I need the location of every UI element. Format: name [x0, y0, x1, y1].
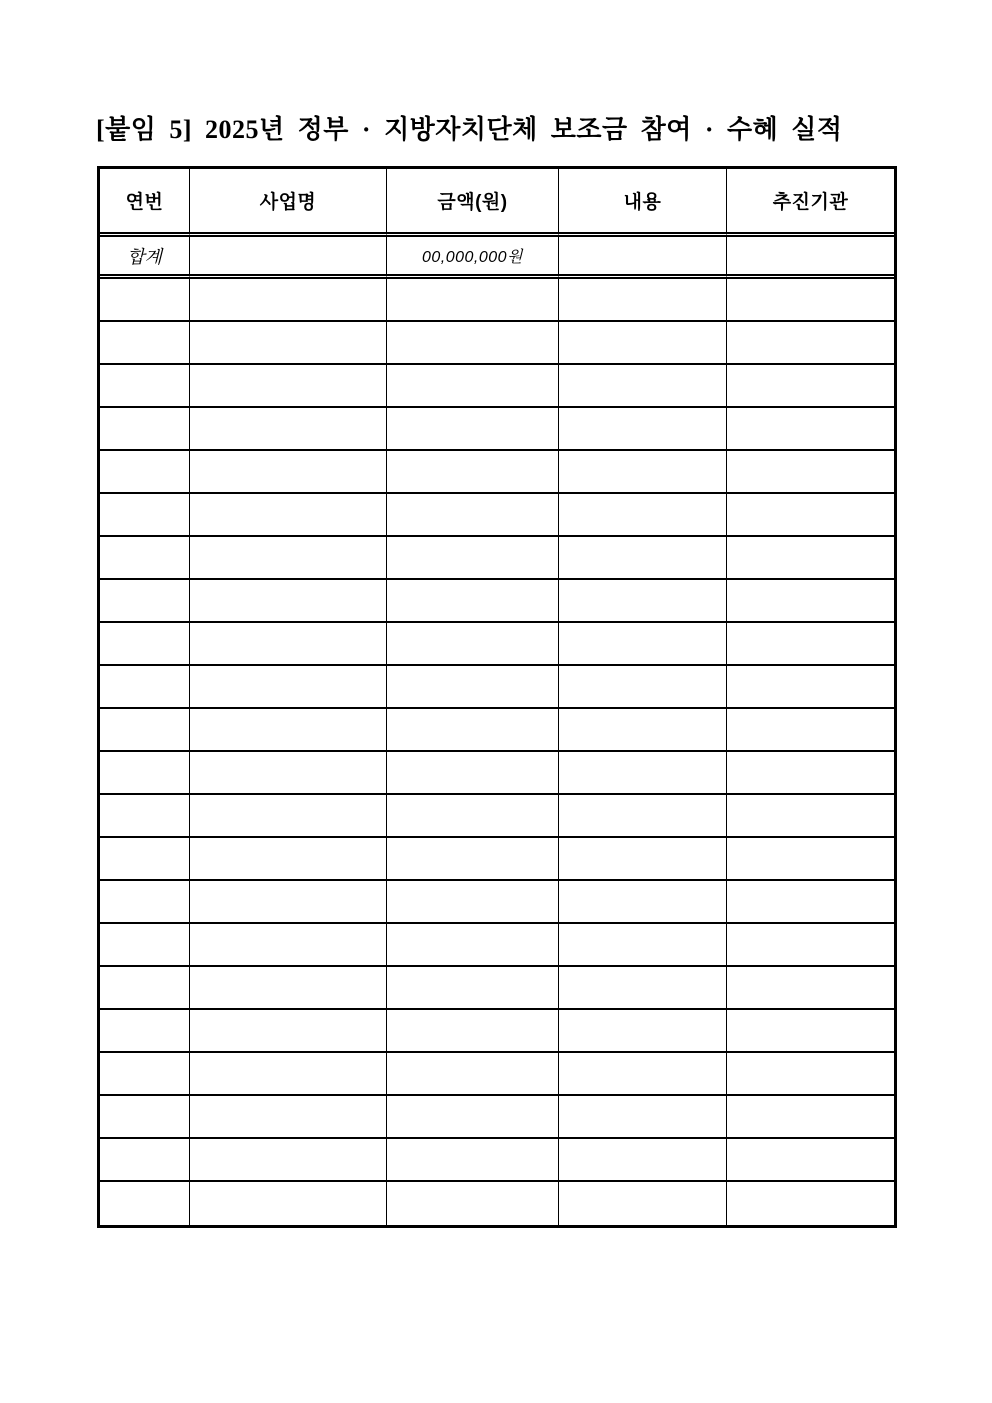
- total-amount-cell: 00,000,000원: [387, 237, 559, 279]
- empty-table-cell: [727, 709, 894, 752]
- empty-table-cell: [387, 795, 559, 838]
- empty-table-cell: [100, 666, 190, 709]
- empty-table-cell: [727, 881, 894, 924]
- empty-table-row: [100, 1182, 894, 1225]
- empty-table-cell: [190, 1010, 387, 1053]
- empty-table-cell: [559, 881, 727, 924]
- empty-table-cell: [100, 537, 190, 580]
- empty-table-cell: [190, 709, 387, 752]
- empty-table-cell: [559, 838, 727, 881]
- empty-table-cell: [190, 838, 387, 881]
- empty-table-cell: [727, 1182, 894, 1225]
- empty-table-cell: [190, 279, 387, 322]
- total-label-cell: 합계: [100, 237, 190, 279]
- column-header-content: 내용: [559, 169, 727, 237]
- empty-table-cell: [727, 924, 894, 967]
- empty-table-row: [100, 709, 894, 752]
- empty-table-row: [100, 752, 894, 795]
- empty-table-row: [100, 451, 894, 494]
- empty-table-cell: [727, 279, 894, 322]
- empty-table-cell: [387, 752, 559, 795]
- empty-table-row: [100, 365, 894, 408]
- empty-table-cell: [559, 623, 727, 666]
- empty-table-cell: [727, 838, 894, 881]
- empty-table-cell: [559, 666, 727, 709]
- empty-table-row: [100, 1053, 894, 1096]
- empty-table-cell: [727, 408, 894, 451]
- empty-table-cell: [559, 709, 727, 752]
- empty-table-row: [100, 967, 894, 1010]
- empty-table-cell: [100, 623, 190, 666]
- empty-table-cell: [727, 752, 894, 795]
- empty-table-cell: [387, 1010, 559, 1053]
- empty-table-cell: [727, 451, 894, 494]
- empty-table-cell: [100, 1010, 190, 1053]
- total-content-cell: [559, 237, 727, 279]
- empty-table-cell: [190, 752, 387, 795]
- empty-table-cell: [100, 322, 190, 365]
- empty-table-cell: [190, 881, 387, 924]
- empty-table-cell: [190, 666, 387, 709]
- subsidy-table: [97, 166, 897, 1228]
- empty-table-cell: [100, 752, 190, 795]
- empty-table-cell: [100, 494, 190, 537]
- empty-table-cell: [559, 494, 727, 537]
- empty-table-cell: [190, 795, 387, 838]
- empty-table-cell: [100, 408, 190, 451]
- empty-table-cell: [100, 365, 190, 408]
- empty-table-cell: [387, 451, 559, 494]
- empty-table-cell: [190, 1053, 387, 1096]
- empty-table-cell: [387, 408, 559, 451]
- empty-table-cell: [727, 795, 894, 838]
- empty-table-cell: [727, 365, 894, 408]
- empty-table-cell: [190, 1096, 387, 1139]
- table-header-row: [100, 169, 894, 237]
- empty-table-cell: [100, 451, 190, 494]
- empty-table-cell: [387, 838, 559, 881]
- empty-table-cell: [387, 967, 559, 1010]
- empty-table-cell: [387, 1182, 559, 1225]
- empty-table-cell: [100, 1096, 190, 1139]
- empty-table-row: [100, 924, 894, 967]
- empty-table-cell: [190, 537, 387, 580]
- empty-table-row: [100, 580, 894, 623]
- empty-table-cell: [387, 322, 559, 365]
- empty-table-cell: [387, 580, 559, 623]
- table-header: [100, 169, 894, 237]
- column-header-project: 사업명: [190, 169, 387, 237]
- empty-table-cell: [190, 365, 387, 408]
- empty-table-row: [100, 1139, 894, 1182]
- empty-table-cell: [559, 580, 727, 623]
- total-project-cell: [190, 237, 387, 279]
- empty-table-row: [100, 623, 894, 666]
- empty-table-cell: [190, 451, 387, 494]
- empty-table-cell: [100, 1182, 190, 1225]
- empty-table-cell: [559, 408, 727, 451]
- column-header-seq: 연번: [100, 169, 190, 237]
- empty-table-cell: [559, 967, 727, 1010]
- empty-table-cell: [727, 1053, 894, 1096]
- empty-table-cell: [387, 881, 559, 924]
- empty-table-cell: [387, 1139, 559, 1182]
- empty-table-cell: [387, 623, 559, 666]
- empty-table-row: [100, 408, 894, 451]
- empty-table-cell: [387, 1096, 559, 1139]
- empty-table-cell: [100, 924, 190, 967]
- table-body: [100, 237, 894, 1225]
- empty-table-row: [100, 322, 894, 365]
- empty-table-cell: [190, 408, 387, 451]
- empty-table-row: [100, 1096, 894, 1139]
- empty-table-cell: [559, 365, 727, 408]
- empty-table-cell: [190, 322, 387, 365]
- empty-table-row: [100, 537, 894, 580]
- empty-table-row: [100, 838, 894, 881]
- column-header-amount: 금액(원): [387, 169, 559, 237]
- empty-table-cell: [387, 279, 559, 322]
- empty-table-cell: [727, 537, 894, 580]
- empty-table-cell: [559, 537, 727, 580]
- empty-table-cell: [100, 967, 190, 1010]
- empty-table-cell: [387, 1053, 559, 1096]
- total-row: [100, 237, 894, 279]
- empty-table-cell: [387, 924, 559, 967]
- empty-table-cell: [100, 1053, 190, 1096]
- empty-table-cell: [727, 580, 894, 623]
- document-title: [붙임 5] 2025년 정부 · 지방자치단체 보조금 참여 · 수혜 실적: [96, 115, 843, 144]
- empty-table-row: [100, 1010, 894, 1053]
- empty-table-cell: [100, 279, 190, 322]
- empty-table-cell: [559, 1010, 727, 1053]
- empty-table-cell: [727, 494, 894, 537]
- empty-table-cell: [387, 365, 559, 408]
- empty-table-cell: [559, 795, 727, 838]
- empty-table-row: [100, 881, 894, 924]
- empty-table-cell: [387, 709, 559, 752]
- empty-table-cell: [100, 709, 190, 752]
- empty-table-cell: [387, 666, 559, 709]
- empty-table-cell: [559, 1139, 727, 1182]
- column-header-agency: 추진기관: [727, 169, 894, 237]
- empty-table-cell: [559, 1096, 727, 1139]
- empty-table-cell: [559, 1053, 727, 1096]
- empty-table-row: [100, 666, 894, 709]
- empty-table-cell: [727, 1010, 894, 1053]
- empty-table-cell: [190, 494, 387, 537]
- empty-table-cell: [100, 838, 190, 881]
- empty-table-row: [100, 795, 894, 838]
- empty-table-cell: [559, 924, 727, 967]
- empty-table-cell: [387, 494, 559, 537]
- empty-table-cell: [190, 1182, 387, 1225]
- empty-table-cell: [559, 752, 727, 795]
- total-agency-cell: [727, 237, 894, 279]
- empty-table-cell: [559, 451, 727, 494]
- empty-table-cell: [559, 279, 727, 322]
- empty-table-cell: [100, 1139, 190, 1182]
- empty-table-cell: [559, 1182, 727, 1225]
- empty-table-cell: [190, 1139, 387, 1182]
- empty-table-cell: [100, 580, 190, 623]
- empty-table-row: [100, 494, 894, 537]
- empty-table-cell: [190, 967, 387, 1010]
- empty-table-cell: [727, 1096, 894, 1139]
- empty-table-cell: [727, 666, 894, 709]
- empty-table-cell: [727, 322, 894, 365]
- empty-table-cell: [100, 795, 190, 838]
- empty-table-cell: [190, 580, 387, 623]
- empty-table-cell: [100, 881, 190, 924]
- empty-table-cell: [190, 623, 387, 666]
- empty-table-cell: [387, 537, 559, 580]
- empty-table-cell: [559, 322, 727, 365]
- empty-table-cell: [727, 623, 894, 666]
- empty-table-cell: [190, 924, 387, 967]
- empty-table-cell: [727, 967, 894, 1010]
- empty-table-cell: [727, 1139, 894, 1182]
- empty-table-row: [100, 279, 894, 322]
